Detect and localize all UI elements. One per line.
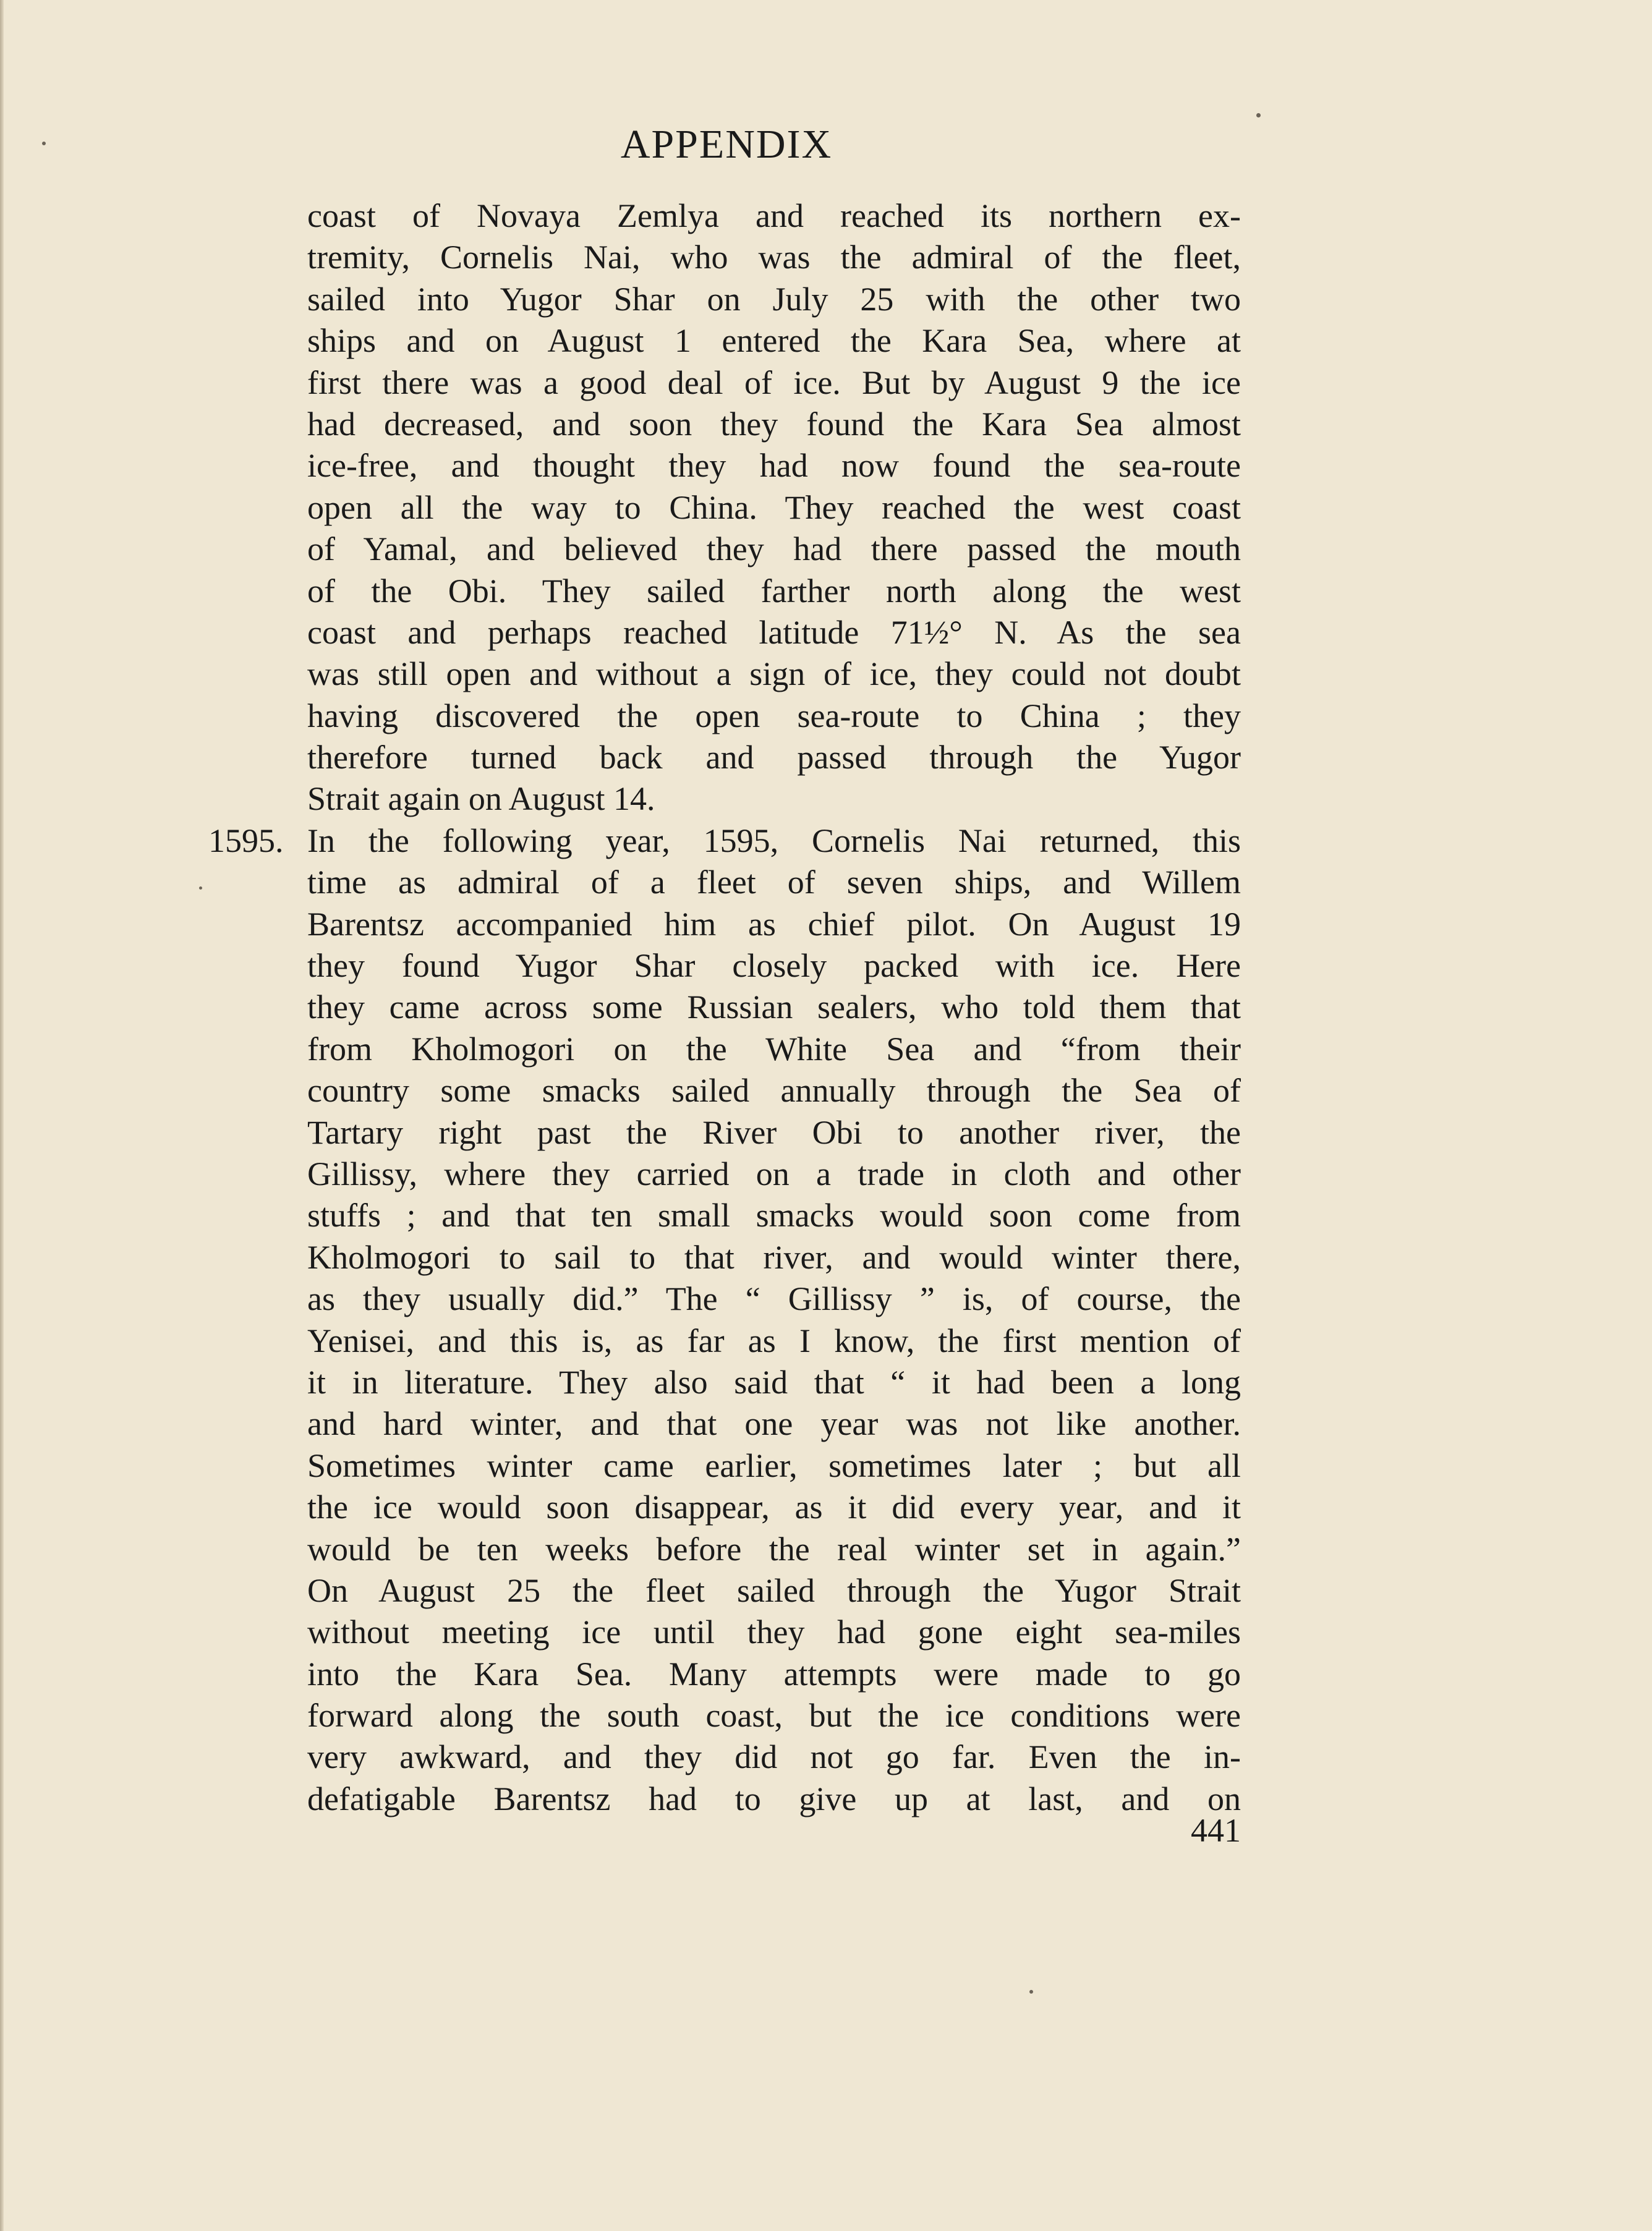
text-line: Barentsz accompanied him as chief pilot. On August 19 <box>307 905 1241 943</box>
page-binding-edge <box>0 0 4 2231</box>
text-line: first there was a good deal of ice. But by August 9 the ice <box>307 363 1241 401</box>
text-line: without meeting ice until they had gone eight sea-miles <box>307 1613 1241 1651</box>
page-title: APPENDIX <box>620 122 833 167</box>
text-line: it in literature. They also said that “ it had been a long <box>307 1363 1241 1401</box>
text-line: Gillissy, where they carried on a trade in cloth and other <box>307 1155 1241 1192</box>
text-line: open all the way to China. They reached the west coast <box>307 488 1241 526</box>
speck <box>1256 113 1261 117</box>
page-number: 441 <box>1191 1812 1241 1849</box>
text-line: would be ten weeks before the real winter set in again.” <box>307 1530 1241 1568</box>
text-line: of Yamal, and believed they had there passed the mouth <box>307 530 1241 568</box>
text-line: from Kholmogori on the White Sea and “from their <box>307 1030 1241 1068</box>
text-line: tremity, Cornelis Nai, who was the admiral of the fleet, <box>307 239 1241 276</box>
speck <box>1029 1990 1033 1994</box>
margin-year: 1595. <box>208 822 284 859</box>
text-line: having discovered the open sea-route to China ; they <box>307 697 1241 734</box>
text-line: ships and on August 1 entered the Kara Sea, where at <box>307 322 1241 360</box>
text-line: stuffs ; and that ten small smacks would soon come from <box>307 1197 1241 1234</box>
text-line: was still open and without a sign of ice, they could not doubt <box>307 655 1241 693</box>
text-line: and hard winter, and that one year was not like another. <box>307 1405 1241 1443</box>
text-line: sailed into Yugor Shar on July 25 with the other two <box>307 280 1241 318</box>
text-line: of the Obi. They sailed farther north along the west <box>307 572 1241 610</box>
text-line: therefore turned back and passed through the Yugor <box>307 739 1241 776</box>
text-line: defatigable Barentsz had to give up at last, and on <box>307 1780 1241 1817</box>
text-line: ice-free, and thought they had now found the sea-route <box>307 447 1241 485</box>
text-line: into the Kara Sea. Many attempts were made to go <box>307 1655 1241 1693</box>
text-line: coast of Novaya Zemlya and reached its northern ex- <box>307 197 1241 234</box>
text-line: Sometimes winter came earlier, sometimes later ; but all <box>307 1447 1241 1484</box>
text-line: Tartary right past the River Obi to another river, the <box>307 1113 1241 1151</box>
text-line: had decreased, and soon they found the Kara Sea almost <box>307 405 1241 443</box>
text-line: country some smacks sailed annually through the Sea of <box>307 1072 1241 1110</box>
text-line: as they usually did.” The “ Gillissy ” is, of course, the <box>307 1280 1241 1318</box>
text-line: On August 25 the fleet sailed through the Yugor Strait <box>307 1571 1241 1609</box>
text-line: very awkward, and they did not go far. Even the in- <box>307 1738 1241 1776</box>
text-line: Kholmogori to sail to that river, and would winter there, <box>307 1238 1241 1276</box>
speck <box>199 886 202 890</box>
text-line: they found Yugor Shar closely packed with ice. Here <box>307 947 1241 985</box>
text-line: Strait again on August 14. <box>307 780 655 818</box>
text-line: the ice would soon disappear, as it did every year, and it <box>307 1489 1241 1526</box>
text-line: In the following year, 1595, Cornelis Nai returned, this <box>307 822 1241 859</box>
text-line: forward along the south coast, but the ice conditions were <box>307 1697 1241 1735</box>
text-line: time as admiral of a fleet of seven ships, and Willem <box>307 864 1241 901</box>
text-line: coast and perhaps reached latitude 71½° N. As the sea <box>307 613 1241 651</box>
body-text <box>208 195 1241 1820</box>
text-line: Yenisei, and this is, as far as I know, the first mention of <box>307 1322 1241 1359</box>
text-line: they came across some Russian sealers, who told them that <box>307 988 1241 1026</box>
